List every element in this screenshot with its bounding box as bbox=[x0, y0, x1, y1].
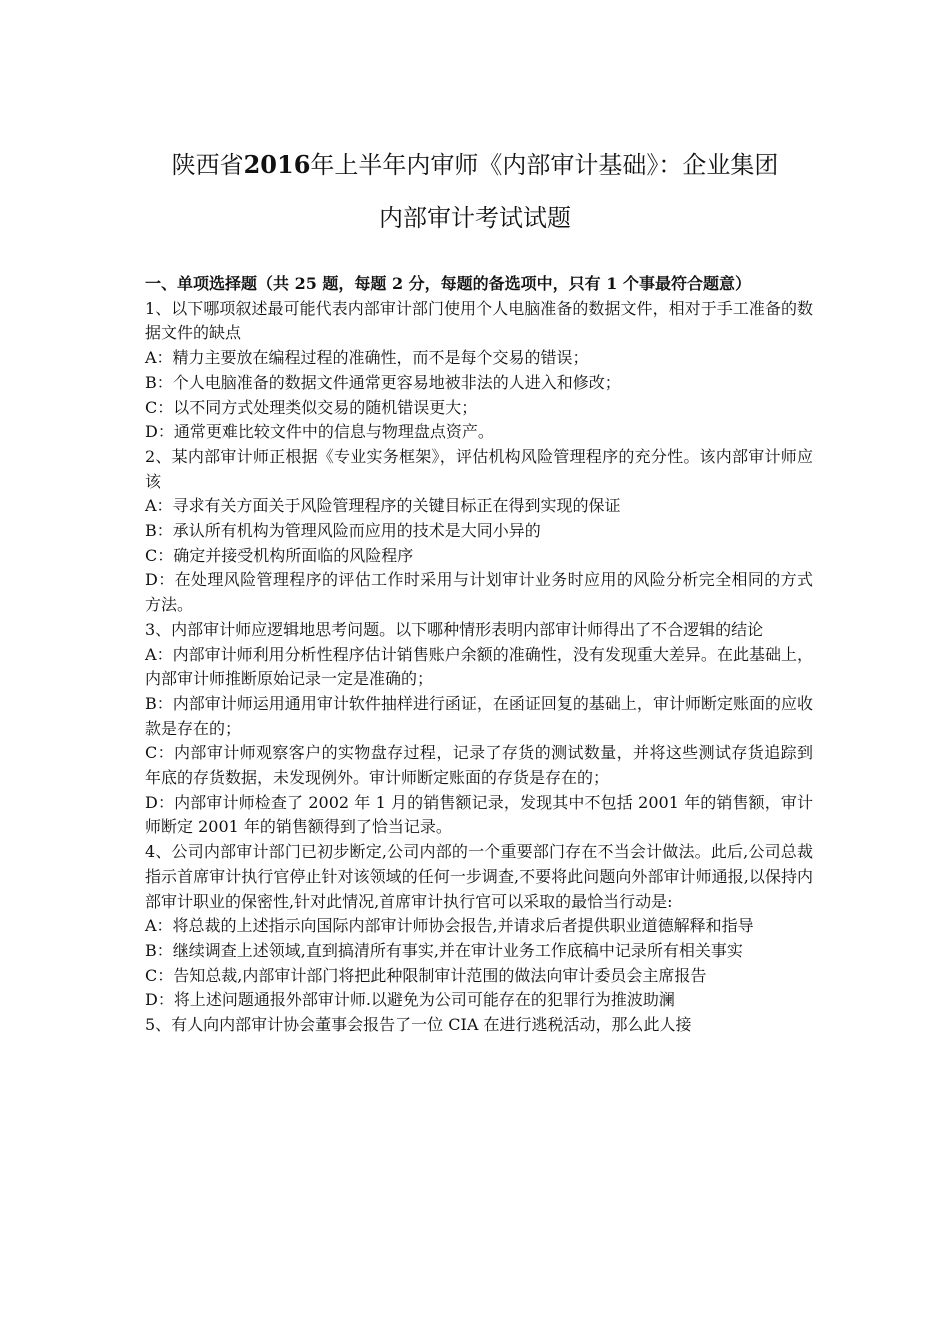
option-2a: A：寻求有关方面关于风险管理程序的关键目标正在得到实现的保证 bbox=[145, 496, 621, 516]
document-title bbox=[120, 138, 830, 245]
title-year: 2016 bbox=[243, 150, 311, 179]
option-2c: C：确定并接受机构所面临的风险程序 bbox=[145, 545, 414, 565]
title-line-1-suffix: 年上半年内审师《内部审计基础》：企业集团 bbox=[310, 151, 779, 179]
option-4a: A：将总裁的上述指示向国际内部审计师协会报告,并请求后者提供职业道德解释和指导 bbox=[145, 916, 754, 936]
option-1d: D：通常更难比较文件中的信息与物理盘点资产。 bbox=[145, 422, 494, 442]
option-4b: B：继续调查上述领域,直到搞清所有事实,并在审计业务工作底稿中记录所有相关事实 bbox=[145, 940, 743, 960]
option-1c: C：以不同方式处理类似交易的随机错误更大； bbox=[145, 397, 478, 417]
question-4: 4、公司内部审计部门已初步断定,公司内部的一个重要部门存在不当会计做法。此后,公司总裁指示首席审计执行官停止针对该领域的任何一步调查,不要将此问题向外部审计师通报,以保持内部审计职业的保密性,针对此情况,首席审计执行官可以采取的最恰当行动是: bbox=[145, 842, 813, 911]
question-5: 5、有人向内部审计协会董事会报告了一位 CIA 在进行逃税活动，那么此人接 bbox=[145, 1015, 692, 1035]
option-2d: D：在处理风险管理程序的评估工作时采用与计划审计业务时应用的风险分析完全相同的方式方法。 bbox=[145, 570, 813, 615]
option-3b: B：内部审计师运用通用审计软件抽样进行函证，在函证回复的基础上，审计师断定账面的应收款是存在的； bbox=[145, 693, 813, 738]
question-3: 3、内部审计师应逻辑地思考问题。以下哪种情形表明内部审计师得出了不合逻辑的结论 bbox=[145, 619, 764, 639]
option-1a: A：精力主要放在编程过程的准确性，而不是每个交易的错误； bbox=[145, 348, 589, 368]
question-2: 2、某内部审计师正根据《专业实务框架》，评估机构风险管理程序的充分性。该内部审计师应该 bbox=[145, 446, 813, 491]
option-4c: C：告知总裁,内部审计部门将把此种限制审计范围的做法向审计委员会主席报告 bbox=[145, 965, 707, 985]
title-line-1 bbox=[120, 138, 830, 192]
option-3c: C：内部审计师观察客户的实物盘存过程，记录了存货的测试数量，并将这些测试存货追踪到年底的存货数据，未发现例外。审计师断定账面的存货是存在的； bbox=[145, 743, 813, 788]
option-1b: B：个人电脑准备的数据文件通常更容易地被非法的人进入和修改； bbox=[145, 372, 621, 392]
option-3d: D：内部审计师检查了 2002 年 1 月的销售额记录，发现其中不包括 2001 年的销售额，审计师断定 2001 年的销售额得到了恰当记录。 bbox=[145, 792, 813, 837]
option-2b: B：承认所有机构为管理风险而应用的技术是大同小异的 bbox=[145, 521, 541, 541]
option-3a: A：内部审计师利用分析性程序估计销售账户余额的准确性，没有发现重大差异。在此基础上，内部审计师推断原始记录一定是准确的； bbox=[145, 644, 813, 689]
section-heading: 一、单项选择题（共 25 题，每题 2 分，每题的备选项中，只有 1 个事最符合题意） bbox=[145, 274, 751, 293]
option-4d: D：将上述问题通报外部审计师.以避免为公司可能存在的犯罪行为推波助澜 bbox=[145, 990, 675, 1010]
title-line-2: 内部审计考试试题 bbox=[379, 204, 571, 232]
document-body bbox=[145, 272, 813, 1038]
title-line-1-prefix: 陕西省 bbox=[171, 151, 244, 179]
question-1: 1、以下哪项叙述最可能代表内部审计部门使用个人电脑准备的数据文件，相对于手工准备的数据文件的缺点 bbox=[145, 298, 813, 343]
